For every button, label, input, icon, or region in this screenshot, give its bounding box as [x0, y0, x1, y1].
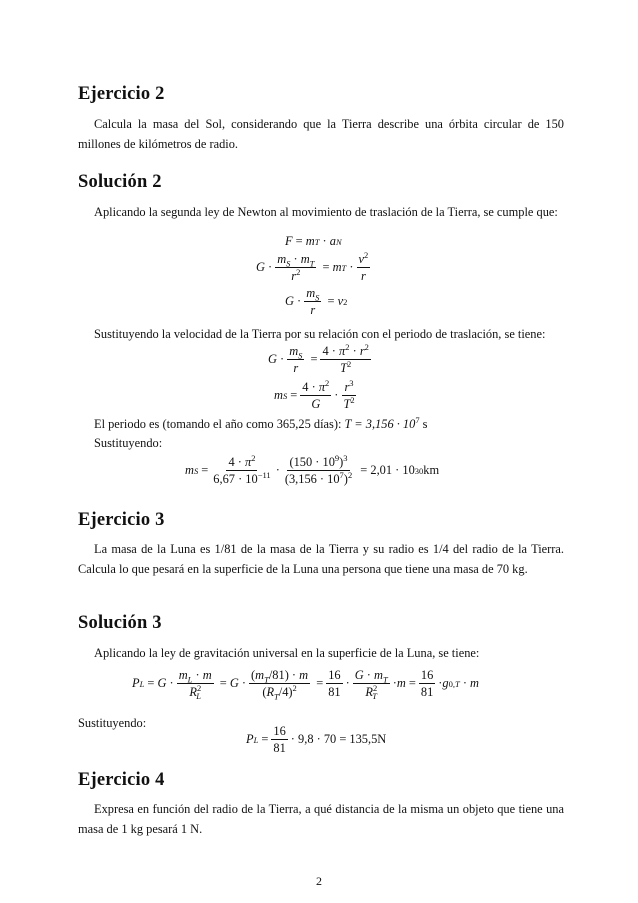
period-exponent: 7 [415, 414, 420, 425]
period-value: T = 3,156 · 10 [344, 417, 416, 431]
solution-3-intro: Aplicando la ley de gravitación universal en la superficie de la Luna, se tiene: [94, 646, 480, 660]
period-unit: s [419, 417, 428, 431]
substituting-label: Sustituyendo: [94, 436, 163, 450]
exercise-2-heading: Ejercicio 2 [78, 84, 165, 104]
solution-2-heading: Solución 2 [78, 172, 162, 192]
equation-newton: F = m T · a N [285, 234, 342, 248]
equation-mass-sun: m S = $\frac{4 \cdot \pi^2}{G}$ · $\frac{r^3}{T^2}$ [274, 377, 355, 411]
solution-2-substitution-text: Sustituyendo la velocidad de la Tierra por su relación con el periodo de traslación, se tiene: [94, 327, 546, 341]
equation-weight-moon-numeric: P L = $\frac{16}{81}$ · 9,8 · 70 = 135,5N [246, 724, 387, 755]
period-text: El periodo es (tomando el año como 365,25 días): [94, 417, 342, 431]
exercise-3-text: La masa de la Luna es 1/81 de la masa de la Tierra y su radio es 1/4 del radio de la Tierra. Calcula lo que pesará en la superficie de la Luna una persona que tiene una masa de 70 kg. [78, 542, 564, 576]
exercise-4-text: Expresa en función del radio de la Tierra, a qué distancia de la misma un objeto que tiene una masa de 1 kg pesará 1 N. [78, 802, 564, 836]
equation-mass-sun-numeric: m S = $\frac{4 \cdot \pi^2}{6,67 \cdot 10^{-11}}$ · $\frac{(150 \cdot 10^9)^3}{(3,156 \cdot 10^7)^2}$ = 2,01 · 10 30 km [185, 452, 440, 486]
mass-sun-unit: km [423, 463, 440, 477]
solution-3-heading: Solución 3 [78, 613, 162, 633]
page-number: 2 [316, 874, 322, 888]
equation-period: G · $\frac{m_S}{r}$ = $\frac{4 \cdot \pi^2 \cdot r^2}{T^2}$ [268, 341, 369, 375]
exercise-4-heading: Ejercicio 4 [78, 770, 165, 790]
exercise-3-heading: Ejercicio 3 [78, 510, 165, 530]
mass-sun-result: = 2,01 · 10 [360, 463, 415, 477]
weight-moon-result: · 9,8 · 70 = 135,5N [290, 732, 387, 746]
equation-weight-moon: P L = G · $\frac{m_L \cdot m}{R^2_L}$ = G · $\frac{(m_T/81) \cdot m}{(R_T/4)^2}$ = $\frac{16}{81}$ · $\frac{G \cdot m_T}{R^2_T}$ · m = $\frac{16}{81}$ · g 0,T · m [132, 668, 479, 702]
equation-simplified: G · $\frac{m_S}{r}$ = v 2 [285, 286, 348, 317]
period-line [94, 415, 564, 435]
exercise-2-text: Calcula la masa del Sol, considerando que la Tierra describe una órbita circular de 150 millones de kilómetros de radio. [78, 117, 564, 151]
equation-gravity-centripetal: G · $\frac{m_S \cdot m_T}{r^2}$ = m T · $\frac{v^2}{r}$ [256, 249, 369, 283]
solution-2-intro: Aplicando la segunda ley de Newton al movimiento de traslación de la Tierra, se cumple que: [94, 205, 558, 219]
substituting-label-2: Sustituyendo: [78, 716, 147, 730]
